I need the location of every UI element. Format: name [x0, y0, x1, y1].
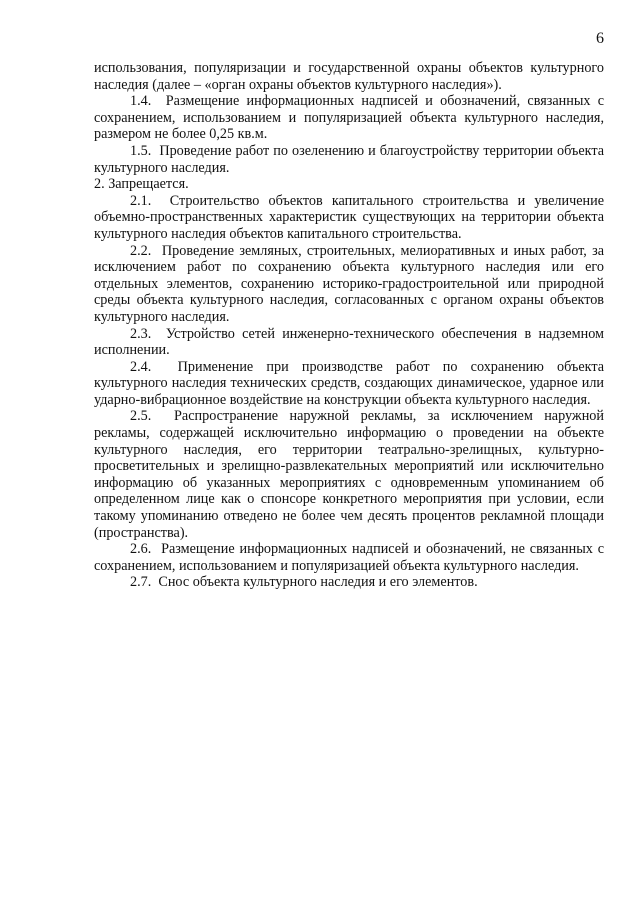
paragraph-number: 1.5. — [130, 142, 152, 159]
paragraph-number: 2.4. — [130, 358, 152, 375]
paragraph-text: Распространение наружной рекламы, за исключением наружной рекламы, содержащей исключительно информацию о проведении на объекте культурного наследия, его территории театрально-зрелищных, культурно-просветительных и зрелищно-развлекательных мероприятий или исключительно информацию об указанных мероприятиях с одновременным упоминанием об определенном лице как о спонсоре конкретного мероприятия при условии, если такому упоминанию отведено не более чем десять процентов рекламной площади (пространства). — [94, 408, 604, 541]
paragraph-2-7 — [94, 574, 604, 591]
paragraph-number: 2.3. — [130, 325, 152, 342]
paragraph-number: 2.5. — [130, 408, 152, 425]
page-number: 6 — [596, 30, 604, 47]
paragraph-2-1 — [94, 193, 604, 243]
paragraph-text: Применение при производстве работ по сохранению объекта культурного наследия технических средств, создающих динамическое, ударное или ударно-вибрационное воздействие на конструкции объекта культурного наследия. — [94, 358, 604, 408]
paragraph-text: Размещение информационных надписей и обозначений, связанных с сохранением, использованием и популяризацией объекта культурного наследия, размером не более 0,25 кв.м. — [94, 93, 604, 143]
paragraph-number: 1.4. — [130, 93, 152, 110]
paragraph-number: 2.2. — [130, 242, 152, 259]
paragraph-text: Размещение информационных надписей и обозначений, не связанных с сохранением, использованием и популяризацией объекта культурного наследия. — [94, 541, 605, 574]
paragraph-text: Строительство объектов капитального строительства и увеличение объемно-пространственных характеристик существующих на территории объекта культурного наследия объектов капитального строительства. — [94, 192, 605, 242]
paragraph-1-4 — [94, 93, 604, 143]
paragraph-text: использования, популяризации и государственной охраны объектов культурного наследия (далее – «орган охраны объектов культурного наследия»). — [94, 60, 604, 93]
paragraph-2-2 — [94, 243, 604, 326]
document-body — [94, 60, 604, 591]
paragraph-number: 2.1. — [130, 192, 152, 209]
paragraph-number: 2.6. — [130, 541, 152, 558]
paragraph-2-4 — [94, 359, 604, 409]
paragraph-2-3 — [94, 326, 604, 359]
paragraph-2-5 — [94, 408, 604, 541]
paragraph-text: Устройство сетей инженерно-технического обеспечения в надземном исполнении. — [94, 325, 605, 359]
paragraph-text: Снос объекта культурного наследия и его элементов. — [158, 574, 478, 591]
paragraph-text: Проведение работ по озеленению и благоустройству территории объекта культурного наследия. — [94, 142, 604, 176]
paragraph-number: 2.7. — [130, 574, 152, 591]
paragraph-continuation — [94, 60, 604, 93]
paragraph-1-5 — [94, 143, 604, 176]
section-heading: 2. Запрещается. — [94, 176, 189, 193]
paragraph-text: Проведение земляных, строительных, мелиоративных и иных работ, за исключением работ по сохранению объекта культурного наследия или его отдельных элементов, сохранению историко-градостроительной или природной среды объекта культурного наследия, согласованных с органом охраны объектов культурного наследия. — [94, 242, 605, 325]
paragraph-2-6 — [94, 541, 604, 574]
